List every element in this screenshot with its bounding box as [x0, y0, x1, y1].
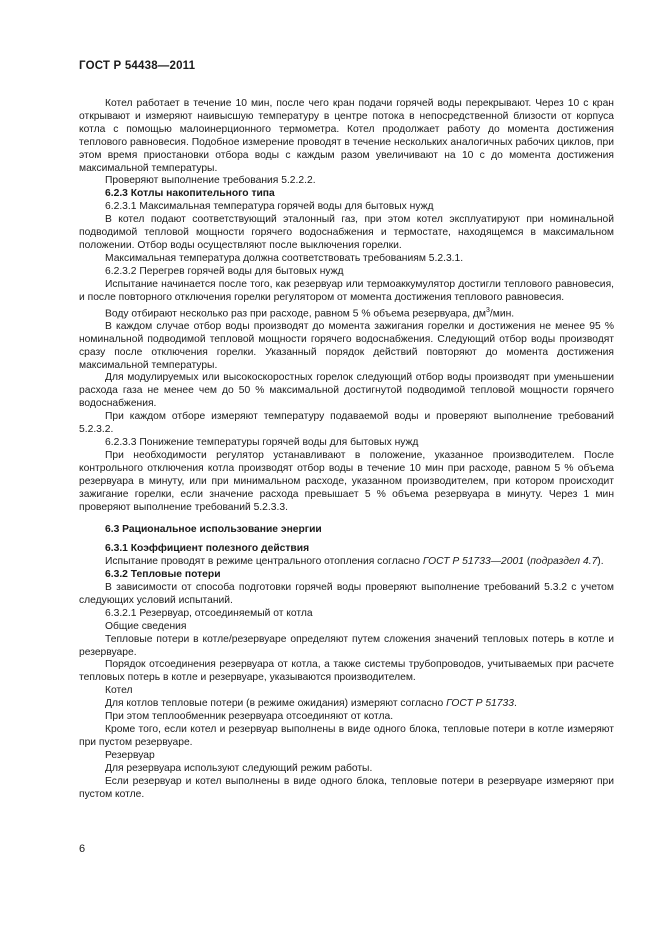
paragraph: Если резервуар и котел выполнены в виде одного блока, тепловые потери в резервуаре измеряют при пустом котле.	[79, 775, 614, 800]
paragraph: Для резервуара используют следующий режим работы.	[105, 762, 373, 774]
paragraph: Кроме того, если котел и резервуар выполнены в виде одного блока, тепловые потери в котле измеряют при пустом резервуаре.	[79, 724, 614, 748]
paragraph: В зависимости от способа подготовки горячей воды проверяют выполнение требований 5.3.2 с учетом следующих условий испытаний.	[79, 582, 614, 606]
subsection-heading: 6.2.3.2 Перегрев горячей воды для бытовых нужд	[105, 265, 344, 277]
paragraph: Для модулируемых или высокоскоростных горелок следующий отбор воды производят при уменьшении расхода газа не менее чем до 50 % максимальной достигнутой подводимой тепловой мощности горячего водоснабжения.	[79, 372, 614, 410]
page-number: 6	[79, 843, 86, 855]
subsection-heading: 6.2.3.1 Максимальная температура горячей воды для бытовых нужд	[105, 201, 434, 213]
standard-reference: ГОСТ Р 51733—2001	[422, 556, 524, 568]
paragraph: Котел	[105, 685, 133, 697]
document-body	[79, 98, 614, 801]
paragraph: При этом теплообменник резервуара отсоединяют от котла.	[105, 711, 394, 723]
paragraph	[79, 556, 614, 569]
paragraph: При необходимости регулятор устанавливают в положение, указанное производителем. После контрольного отключения котла производят отбор воды в течение 10 мин при расходе, равном 5 % объема резервуара в минуту, или при минимальном расходе, указанном производителем, при котором происходит зажигание горелки, если значение расхода превышает 5 % объема резервуара в минуту. Через 1 мин проверяют выполнение требований 5.2.3.3.	[79, 449, 614, 513]
paragraph: Порядок отсоединения резервуара от котла, а также системы трубопроводов, учитываемых при расчете тепловых потерь в котле и резервуаре, указываются производителем.	[79, 659, 614, 684]
paragraph: В каждом случае отбор воды производят до момента зажигания горелки и достижения не менее 95 % номинальной подводимой тепловой мощности горячего водоснабжения. Следующий отбор воды производят сразу после отключения горелки. Указанный порядок действий повторяют до момента достижения максимальной температуры.	[79, 320, 614, 371]
paragraph-text: Для котлов тепловые потери (в режиме ожидания) измеряют согласно	[105, 698, 447, 710]
paragraph: Котел работает в течение 10 мин, после чего кран подачи горячей воды перекрывают. Через 10 с кран открывают и измеряют наивысшую температуру в центре потока в непосредственной близости от корпуса котла с помощью малоинерционного термометра. Котел продолжает работу до момента достижения теплового равновесия. Подобное измерение проводят в течение нескольких аналогичных рабочих циклов, при этом время приостановки отбора воды с каждым разом увеличивают на 10 с до момента достижения максимальной температуры.	[79, 98, 614, 174]
subsection-heading: 6.3.2.1 Резервуар, отсоединяемый от котла	[105, 607, 313, 619]
standard-reference: ГОСТ Р 51733	[446, 698, 514, 710]
paragraph-text: /мин.	[489, 307, 515, 319]
paragraph-text: Воду отбирают несколько раз при расходе, равном 5 % объема резервуара, дм	[105, 307, 487, 319]
paragraph: При каждом отборе измеряют температуру подаваемой воды и проверяют выполнение требований 5.2.3.2.	[79, 411, 614, 436]
section-heading-6-3: 6.3 Рациональное использование энергии	[105, 524, 322, 536]
paragraph: В котел подают соответствующий эталонный газ, при этом котел эксплуатируют при номинальной подводимой тепловой мощности горячего водоснабжения и термостате, находящемся в максимальном положении. Отбор воды осуществляют после выключения горелки.	[79, 214, 614, 251]
paragraph: Испытание начинается после того, как резервуар или термоаккумулятор достигли теплового равновесия, и после повторного отключения горелки регулятором от момента достижения теплового равновесия.	[79, 278, 614, 303]
document-header: ГОСТ Р 54438—2011	[79, 60, 196, 72]
paragraph-text: (	[523, 556, 531, 568]
section-heading-6-3-2: 6.3.2 Тепловые потери	[105, 569, 221, 581]
section-heading-6-3-1: 6.3.1 Коэффициент полезного действия	[105, 543, 310, 555]
standard-reference: подраздел 4.7	[530, 556, 598, 568]
paragraph: Максимальная температура должна соответствовать требованиям 5.2.3.1.	[105, 252, 464, 264]
paragraph: Проверяют выполнение требования 5.2.2.2.	[105, 175, 316, 187]
section-heading-6-2-3: 6.2.3 Котлы накопительного типа	[105, 188, 275, 200]
paragraph	[79, 698, 614, 711]
spacer	[79, 514, 614, 524]
paragraph-text: Испытание проводят в режиме центрального отопления согласно	[105, 556, 423, 568]
paragraph-text: .	[513, 698, 517, 710]
paragraph: Общие сведения	[105, 620, 187, 632]
paragraph	[79, 305, 614, 321]
superscript: 3	[486, 306, 490, 314]
subsection-heading: 6.2.3.3 Понижение температуры горячей воды для бытовых нужд	[105, 436, 419, 448]
paragraph-text: ).	[597, 556, 604, 568]
paragraph: Резервуар	[105, 749, 155, 761]
paragraph: Тепловые потери в котле/резервуаре определяют путем сложения значений тепловых потерь в котле и резервуаре.	[79, 633, 614, 658]
